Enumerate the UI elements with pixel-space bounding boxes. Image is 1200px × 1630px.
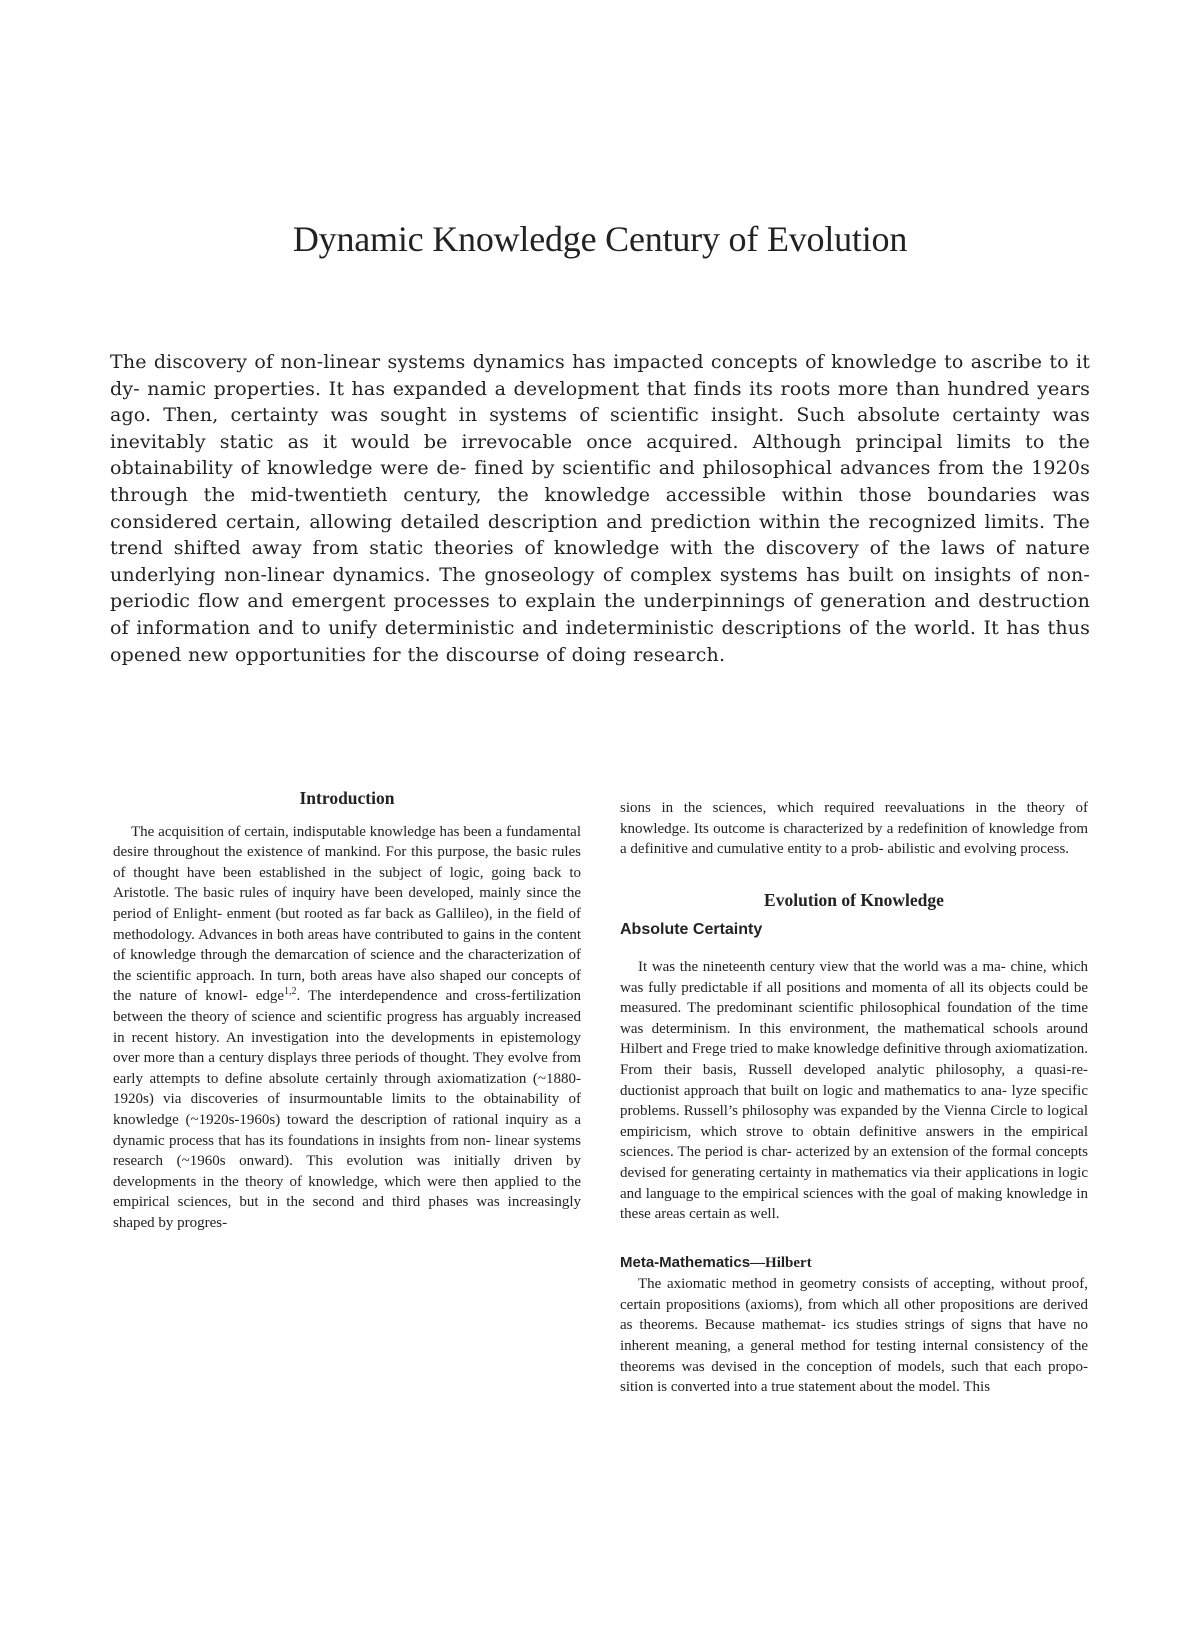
introduction-text-part1: The acquisition of certain, indisputable knowledge has been a fundamental desire throughout the existence of mankind. For this purpose, the basic rules of thought have been established in the subject of logic, going back to Aristotle. The basic rules of inquiry have been developed, mainly since the period of Enlight- enment (but rooted as far back as Gallileo), in the field of methodology. Advances in both areas have contributed to gains in the content of knowledge through the demarcation of science and the characterization of the scientific approach. In turn, both areas have also shaped our concepts of the nature of knowl- edge bbox=[113, 823, 581, 1005]
absolute-certainty-paragraph: It was the nineteenth century view that the world was a ma- chine, which was fully predictable if all positions and momenta of all its objects could be measured. The predominant scientific philosophical foundation of the time was determinism. In this environment, the mathematical schools around Hilbert and Frege tried to make knowledge definitive through axiomatization. From their basis, Russell developed analytic philosophy, a quasi-re- ductionist approach that built on logic and mathematics to ana- lyze specific problems. Russell’s philosophy was expanded by the Vienna Circle to logical empiricism, which strove to obtain definitive answers in the empirical sciences. The period is char- acterized by an extension of the formal concepts devised for generating certainty in mathematics via their applications in logic and language to the empirical sciences with the goal of making knowledge in these areas certain as well. bbox=[620, 958, 1088, 1223]
meta-mathematics-heading bbox=[620, 1253, 1088, 1274]
introduction-text-part2: . The interdependence and cross-fertilization between the theory of science and scientific progress has arguably increased in recent history. An investigation into the developments in epistemology over more than a century displays three periods of thought. They evolve from early attempts to define absolute certainly through axiomatization (~1880-1920s) via discoveries of insurmountable limits to the obtainability of knowledge (~1920s-1960s) toward the description of rational inquiry as a dynamic process that has its foundations in insights from non- linear systems research (~1960s onward). This evolution was initially driven by developments in the theory of knowledge, which were then applied to the empirical sciences, but in the second and third phases was increasingly shaped by progres- bbox=[113, 988, 582, 1231]
introduction-heading: Introduction bbox=[299, 788, 395, 808]
abstract: The discovery of non-linear systems dynamics has impacted concepts of knowledge to ascribe to it dy- namic properties. It has expanded a development that finds its roots more than hundred years ago. Then, certainty was sought in systems of scientific insight. Such absolute certainty was inevitably static as it would be irrevocable once acquired. Although principal limits to the obtainability of knowledge were de- fined by scientific and philosophical advances from the 1920s through the mid-twentieth century, the knowledge accessible within those boundaries was considered certain, allowing detailed description and prediction within the recognized limits. The trend shifted away from static theories of knowledge with the discovery of the laws of nature underlying non-linear dynamics. The gnoseology of complex systems has built on insights of non-periodic flow and emergent processes to explain the underpinnings of generation and destruction of information and to unify deterministic and indeterministic descriptions of the world. It has thus opened new opportunities for the discourse of doing research. bbox=[110, 351, 1090, 666]
left-column bbox=[113, 788, 581, 1233]
introduction-paragraph bbox=[113, 822, 581, 1234]
citation-superscript: 1,2 bbox=[284, 986, 297, 998]
meta-mathematics-heading-prefix: Meta-Mathematics bbox=[620, 1253, 751, 1271]
right-column bbox=[620, 798, 1088, 1398]
introduction-continuation: sions in the sciences, which required reevaluations in the theory of knowledge. Its outcome is characterized by a redefinition of knowledge from a definitive and cumulative entity to a prob- abilistic and evolving process. bbox=[620, 800, 1088, 858]
meta-mathematics-paragraph: The axiomatic method in geometry consists of accepting, without proof, certain propositions (axioms), from which all other propositions are derived as theorems. Because mathemat- ics studies strings of signs that have no inherent meaning, a general method for testing internal consistency of the theorems was devised in the conception of models, such that each propo- sition is converted into a true statement about the model. This bbox=[620, 1276, 1088, 1396]
evolution-heading: Evolution of Knowledge bbox=[764, 889, 944, 910]
page-title: Dynamic Knowledge Century of Evolution bbox=[292, 219, 908, 259]
absolute-certainty-heading: Absolute Certainty bbox=[620, 921, 763, 939]
meta-mathematics-heading-suffix: —Hilbert bbox=[750, 1254, 812, 1271]
